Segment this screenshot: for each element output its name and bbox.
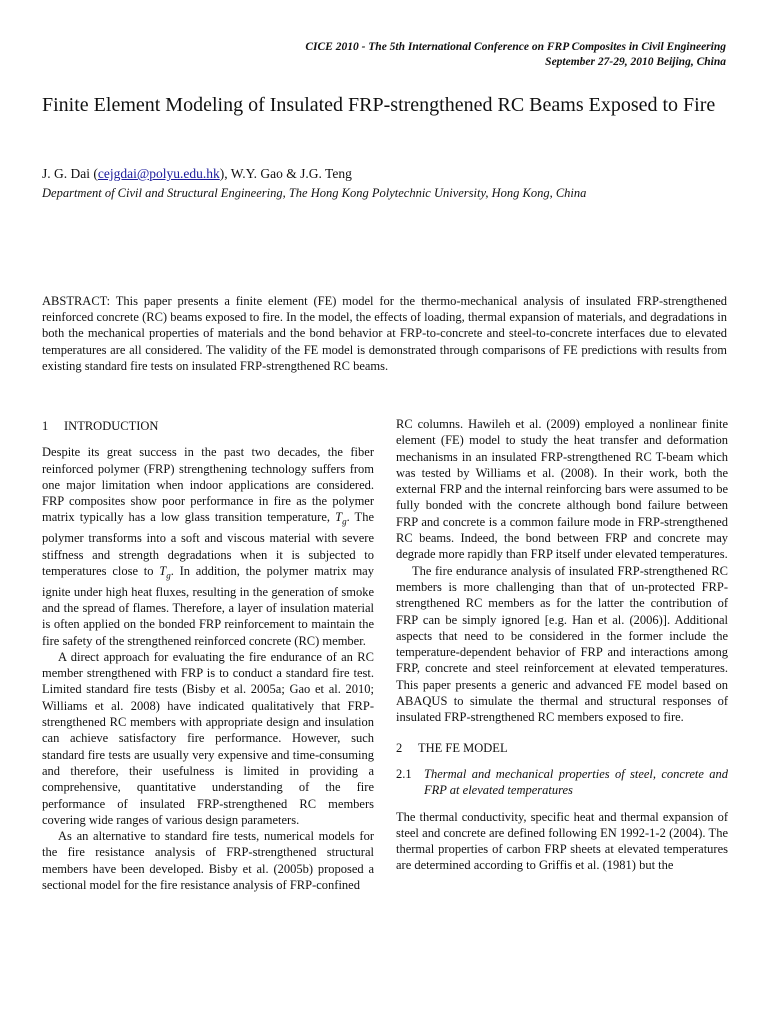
intro-paragraph-5: The fire endurance analysis of insulated FRP-strengthened RC members is more challenging than that of un-protected FRP-strengthened RC members as for the latter the contribution of FRP can be simply ignored [e.g. Han et al. (2006)]. Additional aspects that need to be considered in the former include the temperature-dependent behavior of FRP and interactions among FRP, concrete and steel reinforcement at elevated temperatures. This paper presents a generic and advanced FE model based on ABAQUS to simulate the thermal and structural responses of insulated FRP-strengthened RC members exposed to fire.	[396, 563, 728, 725]
section-number: 1	[42, 419, 49, 433]
section-title: THE FE MODEL	[418, 740, 508, 755]
intro-paragraph-3: As an alternative to standard fire tests, numerical models for the fire resistance analysis of FRP-strengthened structural members have been developed. Bisby et al. (2005b) proposed a sectional model for the fire resistance analysis of FRP-confined	[42, 829, 374, 893]
left-column	[42, 418, 374, 893]
author-line	[42, 165, 732, 182]
author-first: J. G. Dai (	[42, 166, 98, 181]
conference-dates: September 27-29, 2010 Beijing, China	[545, 56, 726, 68]
intro-p1-part-a: Despite its great success in the past two decades, the fiber reinforced polymer (FRP) strengthening technology suffers from one major limitation when indoor applications are considered. FRP composites show poor performance in fire as the polymer matrix typically has a low glass transition temperature,	[42, 445, 374, 525]
tg-symbol: $T_g$	[159, 563, 171, 581]
section-heading-introduction	[42, 418, 374, 434]
section-2-paragraph-1: The thermal conductivity, specific heat and thermal expansion of steel and concrete are defined following EN 1992-1-2 (2004). The thermal properties of carbon FRP sheets at elevated temperatures are determined according to Griffis et al. (1981) but the	[396, 809, 728, 873]
affiliation: Department of Civil and Structural Engineering, The Hong Kong Polytechnic University, Hong Kong, China	[42, 186, 587, 200]
intro-paragraph-1	[42, 444, 374, 649]
section-number: 2	[396, 740, 403, 755]
author-email-link[interactable]: cejgdai@polyu.edu.hk	[97, 166, 220, 181]
tg-symbol: $T_g$	[335, 510, 347, 527]
right-column	[396, 416, 728, 874]
subsection-title: Thermal and mechanical properties of steel, concrete and FRP at elevated temperatures	[424, 766, 728, 798]
intro-paragraph-4: RC columns. Hawileh et al. (2009) employed a nonlinear finite element (FE) model to study the heat transfer and deformation mechanisms in an insulated FRP-strengthened RC T-beam which was tested by Williams et al. (2008). In their work, both the external FRP and the internal reinforcing bars were assumed to be fully bonded with the concrete although bond failure between FRP and concrete is a common failure mode in FRP-strengthened RC beams. Indeed, the bond between FRP and concrete may degrade more rapidly than FRP itself under elevated temperatures.	[396, 417, 728, 562]
section-title: INTRODUCTION	[64, 419, 159, 433]
intro-paragraph-2: A direct approach for evaluating the fire endurance of an RC member strengthened with FRP is to conduct a standard fire test. Limited standard fire tests (Bisby et al. 2005a; Gao et al. 2010; Williams et al. 2008) have indicated qualitatively that FRP-strengthened RC members with appropriate design and insulation can achieve satisfactory fire performance. However, such standard fire tests are usually very expensive and time-consuming and therefore, their usefulness is limited in providing a comprehensive, quantitative understanding of the fire performance of insulated FRP-strengthened RC members covering wide ranges of various design parameters.	[42, 649, 374, 827]
subsection-number: 2.1	[396, 766, 412, 781]
paper-title: Finite Element Modeling of Insulated FRP-strengthened RC Beams Exposed to Fire	[42, 94, 716, 116]
intro-p1-part-c: . In addition, the polymer matrix may ignite under high heat fluxes, resulting in the generation of smoke and the spread of flames. Therefore, a layer of insulation material is often applied on the bonded FRP reinforcement to maintain the fire safety of the strengthened reinforced concrete (RC) member.	[42, 563, 374, 648]
conference-name: CICE 2010 - The 5th International Conference on FRP Composites in Civil Engineering	[305, 41, 726, 53]
section-heading-fe-model	[396, 740, 728, 756]
intro-p1-part-b: . The polymer transforms into a soft and viscous material with severe stiffness and strength degradations when it is subjected to temperatures close to	[42, 510, 374, 578]
author-rest: ), W.Y. Gao & J.G. Teng	[219, 166, 352, 181]
subsection-heading	[396, 766, 728, 799]
conference-header	[305, 40, 726, 70]
abstract: ABSTRACT: This paper presents a finite element (FE) model for the thermo-mechanical analysis of insulated FRP-strengthened reinforced concrete (RC) beams exposed to fire. In the model, the effects of loading, thermal expansion of materials, and degradations in both the mechanical properties of materials and the bond behavior at FRP-to-concrete and steel-to-concrete interfaces due to elevated temperatures are all considered. The validity of the FE model is demonstrated through comparisons of FE predictions with results from existing standard fire tests on insulated FRP-strengthened RC beams.	[42, 294, 727, 373]
